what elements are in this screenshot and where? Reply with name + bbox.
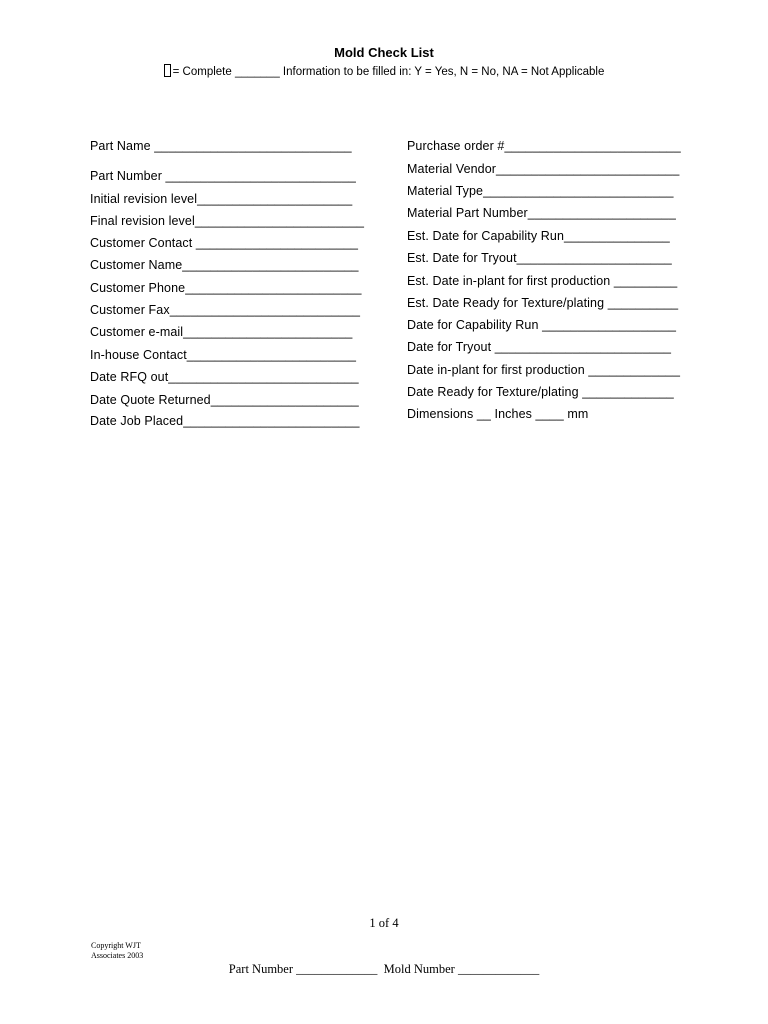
field-material-vendor[interactable]: Material Vendor__________________________ [407,162,680,176]
field-part-number[interactable]: Part Number ___________________________ [90,169,356,183]
field-part-name[interactable]: Part Name ____________________________ [90,139,352,153]
page-number: 1 of 4 [369,916,399,930]
field-customer-name[interactable]: Customer Name_________________________ [90,258,359,272]
field-date-in-plant[interactable]: Date in-plant for first production _____________ [407,363,681,377]
checkbox-icon [164,64,171,77]
field-purchase-order[interactable]: Purchase order #_________________________ [407,139,681,153]
field-material-part-number[interactable]: Material Part Number_____________________ [407,206,676,220]
field-est-date-ready-texture[interactable]: Est. Date Ready for Texture/plating __________ [407,296,679,310]
field-date-rfq-out[interactable]: Date RFQ out___________________________ [90,370,359,384]
field-final-revision-level[interactable]: Final revision level________________________ [90,214,365,228]
field-date-capability-run[interactable]: Date for Capability Run ___________________ [407,318,677,332]
footer-part-mold-number[interactable]: Part Number _____________ Mold Number _____________ [228,962,540,976]
field-date-quote-returned[interactable]: Date Quote Returned_____________________ [90,393,359,407]
field-date-job-placed[interactable]: Date Job Placed_________________________ [90,414,360,428]
field-est-date-tryout[interactable]: Est. Date for Tryout______________________ [407,251,672,265]
field-initial-revision-level[interactable]: Initial revision level______________________ [90,192,353,206]
page-title: Mold Check List [334,45,434,60]
field-date-tryout[interactable]: Date for Tryout _________________________ [407,340,672,354]
field-date-ready-texture[interactable]: Date Ready for Texture/plating _____________ [407,385,674,399]
field-dimensions[interactable]: Dimensions __ Inches ____ mm [407,407,589,421]
field-est-date-in-plant[interactable]: Est. Date in-plant for first production _________ [407,274,678,288]
field-in-house-contact[interactable]: In-house Contact________________________ [90,348,357,362]
field-customer-phone[interactable]: Customer Phone_________________________ [90,281,362,295]
legend [0,64,768,78]
field-material-type[interactable]: Material Type___________________________ [407,184,674,198]
legend-text: = Complete _______ Information to be filled in: Y = Yes, N = No, NA = Not Applicable [172,66,605,78]
field-customer-contact[interactable]: Customer Contact _______________________ [90,236,359,250]
field-est-date-capability-run[interactable]: Est. Date for Capability Run_______________ [407,229,670,243]
field-customer-email[interactable]: Customer e-mail________________________ [90,325,353,339]
copyright-notice: Copyright WJT Associates 2003 [91,941,144,960]
field-customer-fax[interactable]: Customer Fax___________________________ [90,303,361,317]
